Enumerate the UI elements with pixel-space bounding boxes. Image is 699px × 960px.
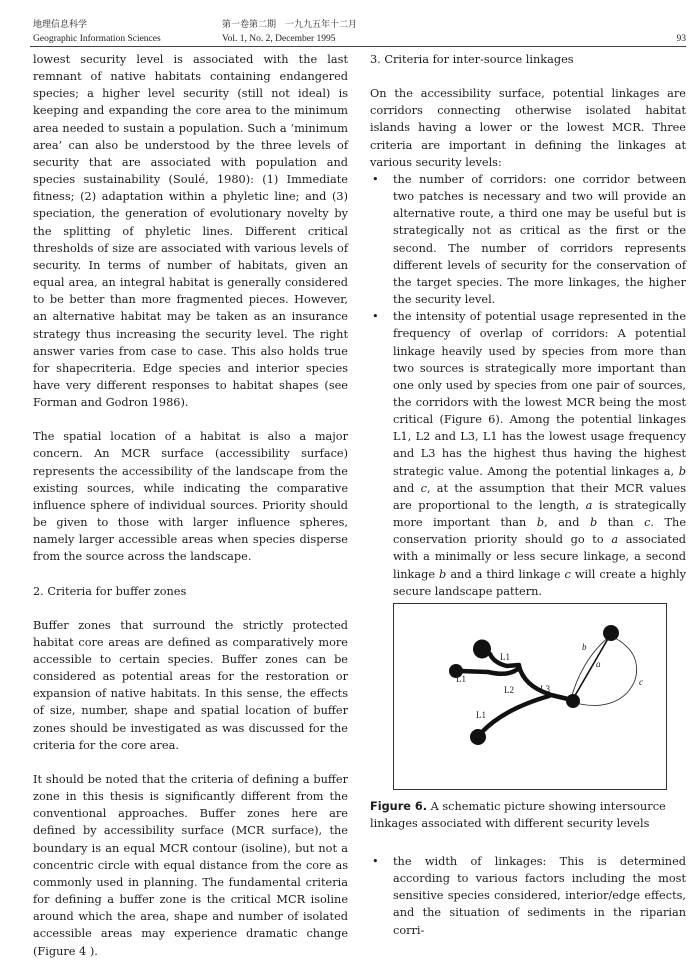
list-item-number-of-corridors: • the number of corridors: one corridor between two patches is necessary and two will provide an alternative route, a third one may be useful but is strategically not as critical as the first or the second. The number of corridors represents different levels of security for the conservation of the target species. The more linkages, the higher the security level. — [372, 172, 686, 307]
label-l1-top: L1 — [500, 652, 510, 662]
figure-6-linkage-diagram — [393, 603, 667, 790]
label-l3: L3 — [540, 684, 550, 694]
criteria-list — [370, 171, 686, 600]
paragraph-buffer-criteria: It should be noted that the criteria of defining a buffer zone in this thesis is significantly different from the conventional approaches. Buffer zones here are defined by accessibility surface (MCR surface), the boundary is an equal MCR contour (isoline), but not a concentric circle with equal distance from the core as commonly used in planning. The fundamental criteria for defining a buffer zone is the critical MCR isoline around which the area, shape and number of isolated accessible areas may experience dramatic change (Figure 4 ). — [33, 772, 348, 958]
bullet-icon: • — [372, 172, 379, 186]
section-heading-linkages: 3. Criteria for inter-source linkages — [370, 53, 574, 66]
label-c: c — [639, 677, 643, 687]
label-l1-bottom: L1 — [476, 710, 486, 720]
habitat-source-top-left — [473, 640, 491, 659]
habitat-source-top-right — [603, 625, 619, 641]
issue-chinese: 第一卷第二期 一九九五年十二月 — [222, 20, 358, 30]
journal-title-chinese: 地理信息科学 — [33, 20, 88, 30]
linkage-diagram-svg — [394, 604, 666, 789]
issue-english: Vol. 1, No. 2, December 1995 — [222, 34, 336, 44]
page-number: 93 — [676, 34, 686, 44]
caption-text: A schematic picture showing intersource linkages associated with different security levels — [370, 800, 666, 830]
bullet-icon: • — [372, 310, 379, 324]
paragraph-buffer-zones: Buffer zones that surround the strictly protected habitat core areas are defined as comparatively more accessible to certain species. Buffer zones can be considered as potential areas for the restoration or expansion of native habitats. In this sense, the effects of size, number, shape and spatial location of buffer zones should be investigated as was discussed for the criteria for the core area. — [33, 618, 348, 752]
header-rule — [30, 46, 686, 47]
list-item-usage-intensity: • the intensity of potential usage represented in the frequency of overlap of corridors: A potential linkage heavily used by species from more than two sources is strategically more important than one only used by species from one pair of sources, the corridors with the lowest MCR being the most critical (Figure 6). Among the potential linkages L1, L2 and L3, L1 has the lowest usage frequency and L3 has the highest thus having the highest strategic value. Among the potential linkages a, b and c, at the assumption that their MCR values are proportional to the length, a is strategically more important than b, and b than c. The conservation priority should go to a associated with a minimally or less secure linkage, a second linkage b and a third linkage c will create a highly secure landscape pattern. — [372, 310, 687, 598]
label-l2: L2 — [504, 685, 514, 695]
right-column-continued — [370, 853, 686, 939]
criteria-list-continued — [370, 853, 686, 939]
caption-label: Figure 6. — [370, 800, 428, 813]
section-heading-buffer-zones: 2. Criteria for buffer zones — [33, 584, 187, 598]
paragraph-linkages-intro: On the accessibility surface, potential linkages are corridors connecting otherwise isolated habitat islands having a lower or the lowest MCR. Three criteria are important in defining the linkages at various security levels: — [370, 87, 686, 169]
bullet-icon: • — [372, 855, 379, 868]
right-column — [370, 51, 686, 600]
label-b: b — [582, 642, 587, 652]
figure-6-caption — [370, 798, 688, 832]
linkage-a-line — [573, 637, 609, 699]
linkage-l1-bottom — [482, 696, 549, 732]
linkage-l1-left — [460, 668, 519, 674]
label-l1-left: L1 — [456, 674, 466, 684]
list-item-linkage-width: • the width of linkages: This is determined according to various factors including the most sensitive species considered, interior/edge effects, and the situation of sediments in the riparian corri- — [372, 855, 686, 937]
habitat-source-bottom — [470, 729, 486, 745]
habitat-source-right — [566, 694, 580, 708]
left-column — [33, 51, 348, 960]
paragraph-habitat-security: lowest security level is associated with the last remnant of native habitats containing endangered species; a higher level security (still not ideal) is keeping and expanding the core area to the minimum area needed to sustain a population. Such a ‘minimum area’ can also be understood by the three levels of security that are associated with population and species sustainability (Soulé, 1980): (1) Immediate fitness; (2) adaptation within a phyletic line; and (3) speciation, the generation of evolutionary novelty by the splitting of phyletic lines. Different critical thresholds of size are associated with various levels of security. In terms of number of habitats, given an equal area, an integral habitat is generally considered to be better than more fragmented pieces. However, an alternative habitat may be taken as an insurance strategy thus increasing the security level. The right answer varies from case to case. This also holds true for shapecriteria. Edge species and interior species have very different responses to habitat shapes (see Forman and Godron 1986). — [33, 53, 348, 410]
paragraph-spatial-location: The spatial location of a habitat is also a major concern. An MCR surface (accessibility surface) represents the accessibility of the landscape from the existing sources, while indicating the comparative influence sphere of individual sources. Priority should be given to those with larger influence spheres, namely larger accessible areas when species disperse from the source across the landscape. — [33, 430, 348, 564]
label-a: a — [596, 659, 601, 669]
journal-title-english: Geographic Information Sciences — [33, 34, 161, 44]
